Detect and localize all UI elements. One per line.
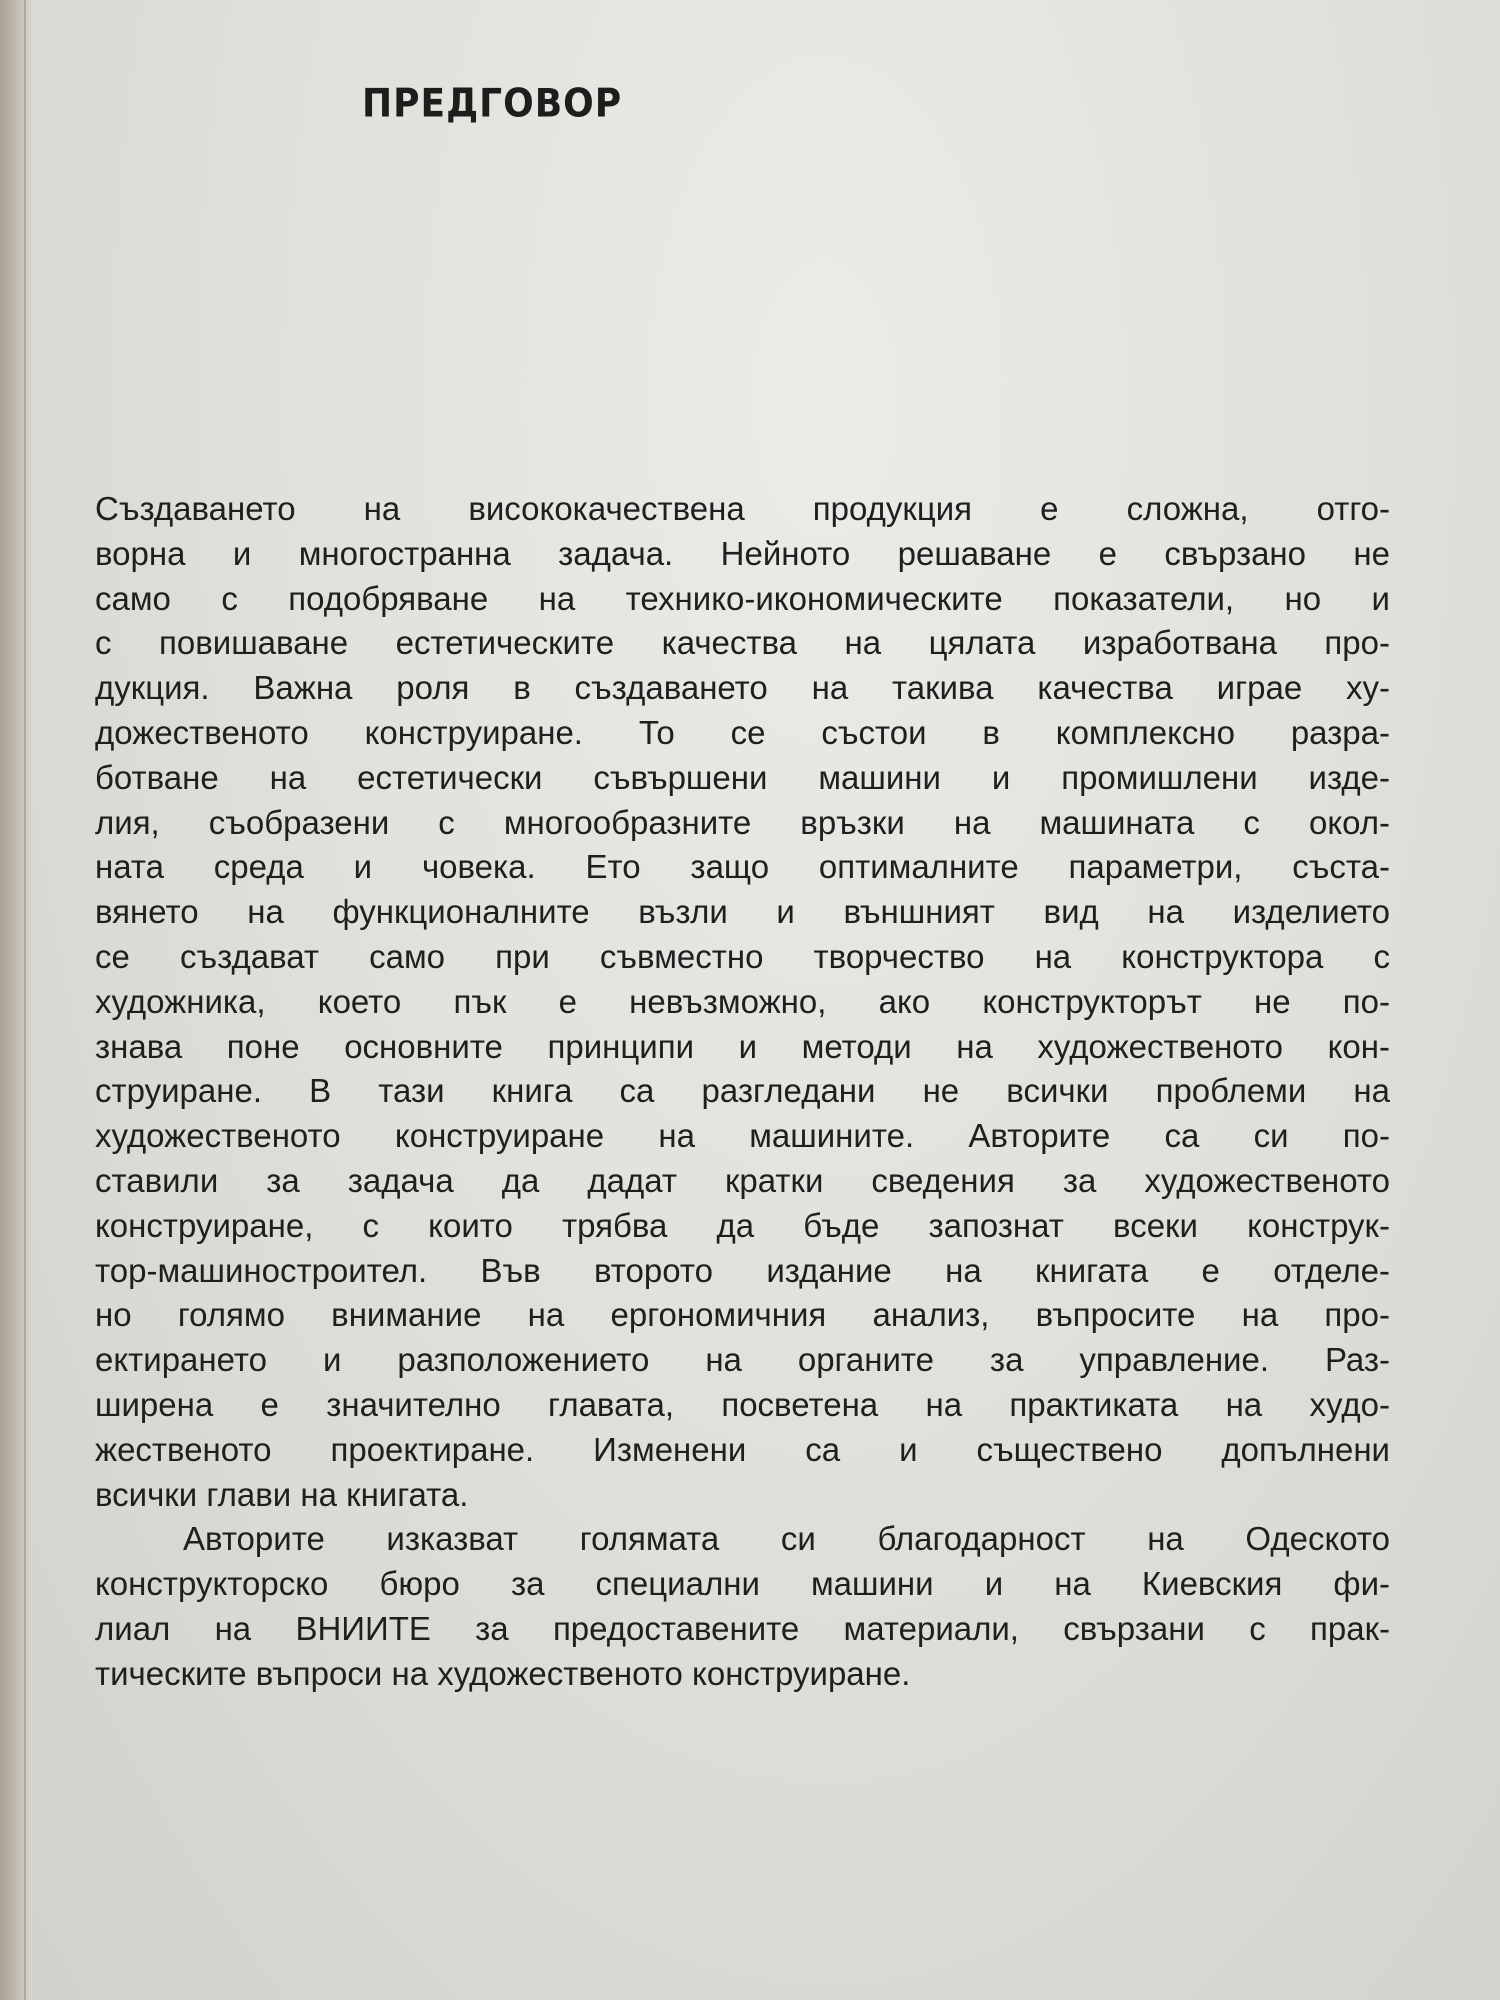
text-line: художника, което пък е невъзможно, ако конструкторът не по- xyxy=(95,982,1390,1020)
text-line: дукция. Важна роля в създаването на такива качества играе ху- xyxy=(95,669,1390,707)
text-line: ектирането и разположението на органите за управление. Раз- xyxy=(95,1341,1390,1379)
paragraph-2 xyxy=(95,1517,1390,1696)
text-line: ната среда и човека. Ето защо оптималните параметри, съста- xyxy=(95,848,1390,886)
text-line: конструиране, с които трябва да бъде запознат всеки конструк- xyxy=(95,1206,1390,1244)
text-line: вянето на функционалните възли и външният вид на изделието xyxy=(95,893,1390,931)
text-line: но голямо внимание на ергономичния анализ, въпросите на про- xyxy=(95,1296,1390,1334)
text-line: се създават само при съвместно творчество на конструктора с xyxy=(95,937,1390,975)
text-line: конструкторско бюро за специални машини и на Киевския фи- xyxy=(95,1565,1390,1603)
text-line: знава поне основните принципи и методи на художественото кон- xyxy=(95,1027,1390,1065)
gutter-shadow-line xyxy=(24,0,26,2000)
text-line: ширена е значително главата, посветена на практиката на худо- xyxy=(95,1385,1390,1423)
page-gutter xyxy=(0,0,32,2000)
text-line: всички глави на книгата. xyxy=(95,1475,469,1513)
text-line: ставили за задача да дадат кратки сведения за художественото xyxy=(95,1161,1390,1199)
text-line: жественото проектиране. Изменени са и съществено допълнени xyxy=(95,1430,1390,1468)
text-line: дожественото конструиране. То се състои в комплексно разра- xyxy=(95,713,1390,751)
text-line: тор-машиностроител. Във второто издание на книгата е отделе- xyxy=(95,1251,1390,1289)
text-line: тическите въпроси на художественото конструиране. xyxy=(95,1654,911,1692)
text-line: само с подобряване на технико-икономическите показатели, но и xyxy=(95,579,1390,617)
text-line: с повишаване естетическите качества на цялата изработвана про- xyxy=(95,624,1390,662)
text-line: лия, съобразени с многообразните връзки на машината с окол- xyxy=(95,803,1390,841)
page-heading: ПРЕДГОВОР xyxy=(362,82,623,127)
text-line: художественото конструиране на машините. Авторите са си по- xyxy=(95,1117,1390,1155)
text-line: ботване на естетически съвършени машини и промишлени изде- xyxy=(95,758,1390,796)
paragraph-1 xyxy=(95,487,1390,1517)
text-line: лиал на ВНИИТЕ за предоставените материали, свързани с прак- xyxy=(95,1609,1390,1647)
text-line: Създаването на висококачествена продукция е сложна, отго- xyxy=(95,490,1390,527)
text-line: струиране. В тази книга са разгледани не всички проблеми на xyxy=(95,1072,1390,1110)
text-line: Авторите изказват голямата си благодарност на Одеското xyxy=(183,1520,1390,1558)
text-line: ворна и многостранна задача. Нейното решаване е свързано не xyxy=(95,534,1390,572)
preface-text xyxy=(95,487,1390,1697)
